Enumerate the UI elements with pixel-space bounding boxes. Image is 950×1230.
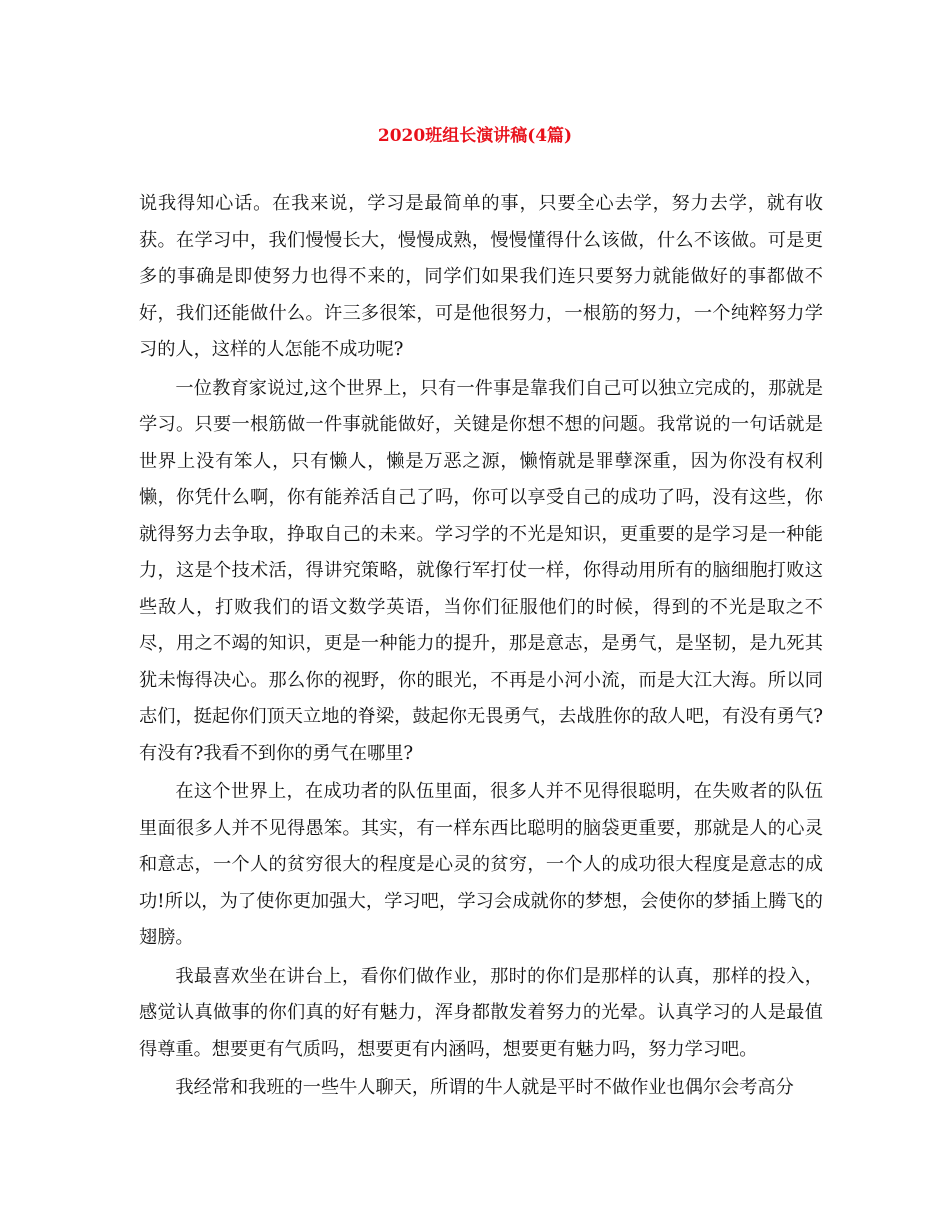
document-body xyxy=(139,186,823,1109)
paragraph: 说我得知心话。在我来说，学习是最简单的事，只要全心去学，努力去学，就有收获。在学习中，我们慢慢长大，慢慢成熟，慢慢懂得什么该做，什么不该做。可是更多的事确是即使努力也得不来的，同学们如果我们连只要努力就能做好的事都做不好，我们还能做什么。许三多很笨，可是他很努力，一根筋的努力，一个纯粹努力学习的人，这样的人怎能不成功呢? xyxy=(139,193,823,360)
paragraph: 在这个世界上，在成功者的队伍里面，很多人并不见得很聪明，在失败者的队伍里面很多人并不见得愚笨。其实，有一样东西比聪明的脑袋更重要，那就是人的心灵和意志，一个人的贫穷很大的程度是心灵的贫穷，一个人的成功很大程度是意志的成功!所以，为了使你更加强大，学习吧，学习会成就你的梦想，会使你的梦插上腾飞的翅膀。 xyxy=(139,781,823,948)
document-title: 2020班组长演讲稿(4篇) xyxy=(377,126,573,146)
paragraph: 我最喜欢坐在讲台上，看你们做作业，那时的你们是那样的认真，那样的投入，感觉认真做事的你们真的好有魅力，浑身都散发着努力的光晕。认真学习的人是最值得尊重。想要更有气质吗，想要更有内涵吗，想要更有魅力吗，努力学习吧。 xyxy=(139,965,823,1060)
paragraph: 我经常和我班的一些牛人聊天，所谓的牛人就是平时不做作业也偶尔会考高分 xyxy=(175,1077,794,1098)
paragraph: 一位教育家说过,这个世界上，只有一件事是靠我们自己可以独立完成的，那就是学习。只要一根筋做一件事就能做好，关键是你想不想的问题。我常说的一句话就是世界上没有笨人，只有懒人，懒是万恶之源，懒惰就是罪孽深重，因为你没有权利懒，你凭什么啊，你有能养活自己了吗，你可以享受自己的成功了吗，没有这些，你就得努力去争取，挣取自己的未来。学习学的不光是知识，更重要的是学习是一种能力，这是个技术活，得讲究策略，就像行军打仗一样，你得动用所有的脑细胞打败这些敌人，打败我们的语文数学英语，当你们征服他们的时候，得到的不光是取之不尽，用之不竭的知识，更是一种能力的提升，那是意志，是勇气，是坚韧，是九死其犹未悔得决心。那么你的视野，你的眼光，不再是小河小流，而是大江大海。所以同志们，挺起你们顶天立地的脊梁，鼓起你无畏勇气，去战胜你的敌人吧，有没有勇气?有没有?我看不到你的勇气在哪里? xyxy=(139,377,823,764)
